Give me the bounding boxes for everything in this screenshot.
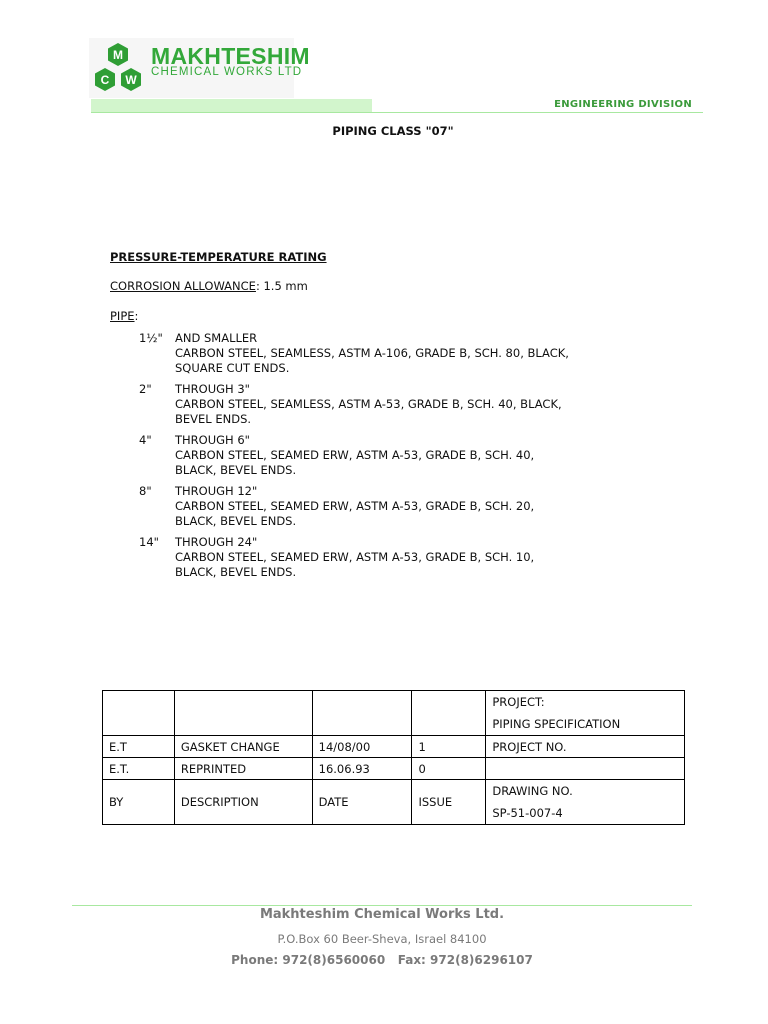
description-cell: REPRINTED xyxy=(174,758,312,780)
date-cell: 14/08/00 xyxy=(312,736,412,758)
project-label: PROJECT: xyxy=(492,695,545,709)
footer-address: P.O.Box 60 Beer-Sheva, Israel 84100 xyxy=(277,932,487,946)
pipe-label: PIPE xyxy=(110,309,135,323)
corrosion-value: : 1.5 mm xyxy=(255,279,308,293)
description-header: DESCRIPTION xyxy=(174,780,312,825)
pipe-size: 1½" xyxy=(139,331,163,345)
date-cell: 16.06.93 xyxy=(312,758,412,780)
pipe-ends: BEVEL ENDS. xyxy=(175,412,252,426)
pipe-range: THROUGH 24" xyxy=(175,535,258,549)
table-cell xyxy=(312,691,412,736)
pipe-colon: : xyxy=(134,309,139,323)
pipe-description xyxy=(175,433,595,478)
pipe-spec: CARBON STEEL, SEAMED ERW, ASTM A-53, GRADE B, SCH. 20, xyxy=(175,499,535,513)
pipe-size: 8" xyxy=(139,484,152,498)
revision-table xyxy=(102,690,685,825)
issue-cell: 0 xyxy=(412,758,486,780)
description-cell: GASKET CHANGE xyxy=(174,736,312,758)
issue-cell: 1 xyxy=(412,736,486,758)
pipe-spec: CARBON STEEL, SEAMED ERW, ASTM A-53, GRADE B, SCH. 40, xyxy=(175,448,535,462)
by-cell: E.T. xyxy=(103,758,175,780)
pipe-ends: BLACK, BEVEL ENDS. xyxy=(175,463,297,477)
pipe-size: 4" xyxy=(139,433,152,447)
drawing-no-value: SP-51-007-4 xyxy=(492,806,563,820)
document-title: PIPING CLASS "07" xyxy=(332,124,454,138)
drawing-no-label: DRAWING NO. xyxy=(492,784,573,798)
pipe-description xyxy=(175,382,595,427)
pipe-range: THROUGH 3" xyxy=(175,382,250,396)
drawing-no-cell xyxy=(486,780,685,825)
pipe-spec: CARBON STEEL, SEAMLESS, ASTM A-53, GRADE B, SCH. 40, BLACK, xyxy=(175,397,562,411)
table-row xyxy=(103,691,685,736)
pipe-range: AND SMALLER xyxy=(175,331,258,345)
table-cell xyxy=(174,691,312,736)
pipe-heading xyxy=(110,309,138,323)
division-label: ENGINEERING DIVISION xyxy=(554,99,692,110)
pipe-spec: CARBON STEEL, SEAMED ERW, ASTM A-53, GRADE B, SCH. 10, xyxy=(175,550,535,564)
pipe-description xyxy=(175,484,595,529)
table-header-row xyxy=(103,780,685,825)
pipe-description xyxy=(175,331,595,376)
project-no-label: PROJECT NO. xyxy=(486,736,685,758)
pipe-size: 14" xyxy=(139,535,159,549)
pipe-range: THROUGH 12" xyxy=(175,484,258,498)
logo-letter-w: W xyxy=(125,73,137,87)
logo-letter-m: M xyxy=(113,48,123,62)
company-logo xyxy=(92,42,144,96)
footer-contact: Phone: 972(8)6560060 Fax: 972(8)6296107 xyxy=(231,953,533,967)
table-row xyxy=(103,758,685,780)
footer-company: Makhteshim Chemical Works Ltd. xyxy=(259,907,505,922)
table-row xyxy=(103,736,685,758)
issue-header: ISSUE xyxy=(412,780,486,825)
pipe-size: 2" xyxy=(139,382,152,396)
pipe-ends: BLACK, BEVEL ENDS. xyxy=(175,514,297,528)
table-cell xyxy=(103,691,175,736)
corrosion-label: CORROSION ALLOWANCE xyxy=(110,279,256,293)
pipe-range: THROUGH 6" xyxy=(175,433,250,447)
header-accent-bar xyxy=(91,99,372,112)
corrosion-allowance xyxy=(110,279,308,293)
project-value: PIPING SPECIFICATION xyxy=(492,717,621,731)
by-header: BY xyxy=(103,780,175,825)
by-cell: E.T xyxy=(103,736,175,758)
pipe-ends: BLACK, BEVEL ENDS. xyxy=(175,565,297,579)
project-no-value xyxy=(486,758,685,780)
logo-letter-c: C xyxy=(100,73,110,87)
pipe-ends: SQUARE CUT ENDS. xyxy=(175,361,290,375)
project-cell xyxy=(486,691,685,736)
section-title: PRESSURE-TEMPERATURE RATING xyxy=(110,250,327,264)
table-cell xyxy=(412,691,486,736)
header-divider xyxy=(91,112,703,113)
pipe-description xyxy=(175,535,595,580)
company-subtitle: CHEMICAL WORKS LTD xyxy=(151,66,303,78)
date-header: DATE xyxy=(312,780,412,825)
company-name: MAKHTESHIM xyxy=(151,43,310,69)
pipe-spec: CARBON STEEL, SEAMLESS, ASTM A-106, GRADE B, SCH. 80, BLACK, xyxy=(175,346,569,360)
footer-divider xyxy=(72,905,692,906)
